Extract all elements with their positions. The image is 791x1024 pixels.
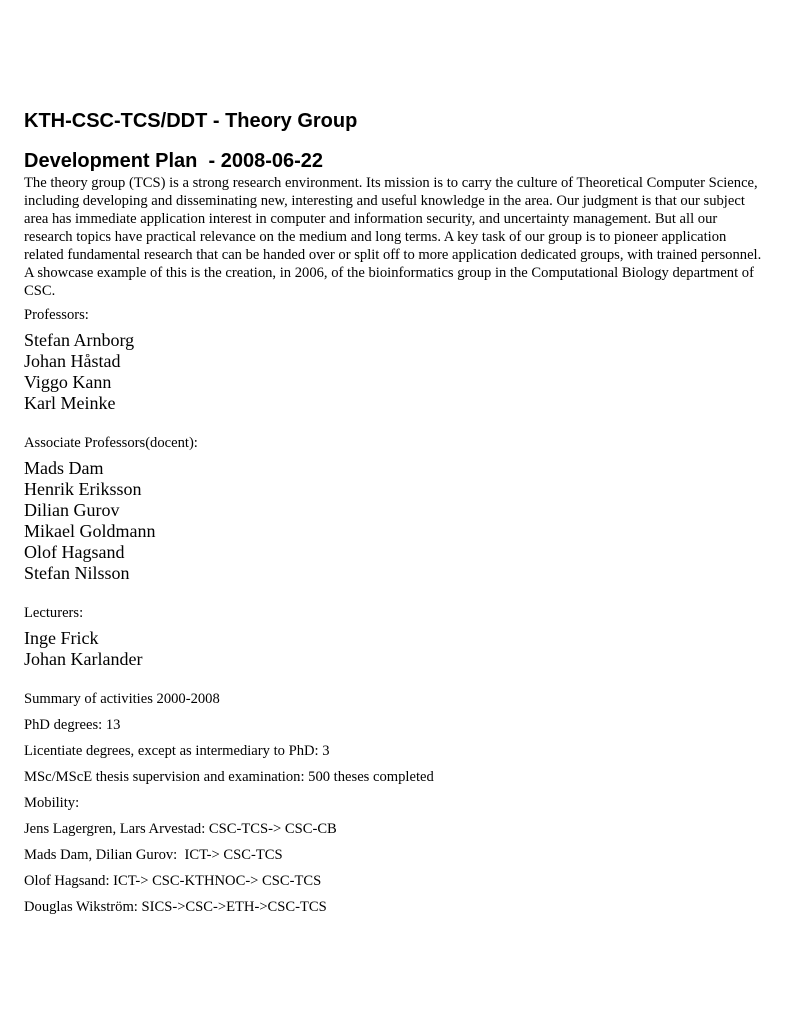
associate-professors-list	[24, 458, 764, 584]
mobility-entry: Olof Hagsand: ICT-> CSC-KTHNOC-> CSC-TCS	[24, 873, 322, 889]
summary-heading: Summary of activities 2000-2008	[24, 691, 220, 707]
msc-theses: MSc/MScE thesis supervision and examination: 500 theses completed	[24, 769, 434, 785]
professors-list	[24, 330, 764, 414]
associate-professor-name: Mads Dam	[24, 458, 104, 478]
document-page	[24, 108, 764, 916]
associate-professor-name: Stefan Nilsson	[24, 563, 130, 583]
associate-professor-name: Olof Hagsand	[24, 542, 125, 562]
associate-professor-name: Mikael Goldmann	[24, 521, 156, 541]
document-subtitle: Development Plan - 2008-06-22	[24, 150, 324, 172]
mobility-entry: Mads Dam, Dilian Gurov: ICT-> CSC-TCS	[24, 847, 283, 863]
associate-professor-name: Dilian Gurov	[24, 500, 120, 520]
phd-degrees: PhD degrees: 13	[24, 717, 121, 733]
professor-name: Karl Meinke	[24, 393, 116, 413]
lecturer-name: Inge Frick	[24, 628, 99, 648]
intro-paragraph: The theory group (TCS) is a strong research environment. Its mission is to carry the culture of Theoretical Computer Science, including developing and disseminating new, interesting and useful knowledge in the area. Our judgment is that our subject area has immediate application interest in computer and information security, and uncertainty management. But all our research topics have practical relevance on the medium and long terms. A key task of our group is to pioneer application related fundamental research that can be handed over or split off to more application dedicated groups, with trained personnel. A showcase example of this is the creation, in 2006, of the bioinformatics group in the Computational Biology department of CSC.	[24, 175, 762, 299]
associate-professors-label: Associate Professors(docent):	[24, 435, 198, 451]
mobility-label: Mobility:	[24, 795, 80, 811]
professor-name: Stefan Arnborg	[24, 330, 135, 350]
lecturer-name: Johan Karlander	[24, 649, 143, 669]
lecturers-list	[24, 628, 764, 670]
associate-professor-name: Henrik Eriksson	[24, 479, 142, 499]
licentiate-degrees: Licentiate degrees, except as intermediary to PhD: 3	[24, 743, 330, 759]
professor-name: Viggo Kann	[24, 372, 112, 392]
professor-name: Johan Håstad	[24, 351, 121, 371]
lecturers-label: Lecturers:	[24, 605, 84, 621]
document-title: KTH-CSC-TCS/DDT - Theory Group	[24, 110, 358, 132]
mobility-entry: Jens Lagergren, Lars Arvestad: CSC-TCS-> CSC-CB	[24, 821, 337, 837]
mobility-entry: Douglas Wikström: SICS->CSC->ETH->CSC-TCS	[24, 899, 327, 915]
professors-label: Professors:	[24, 307, 89, 323]
